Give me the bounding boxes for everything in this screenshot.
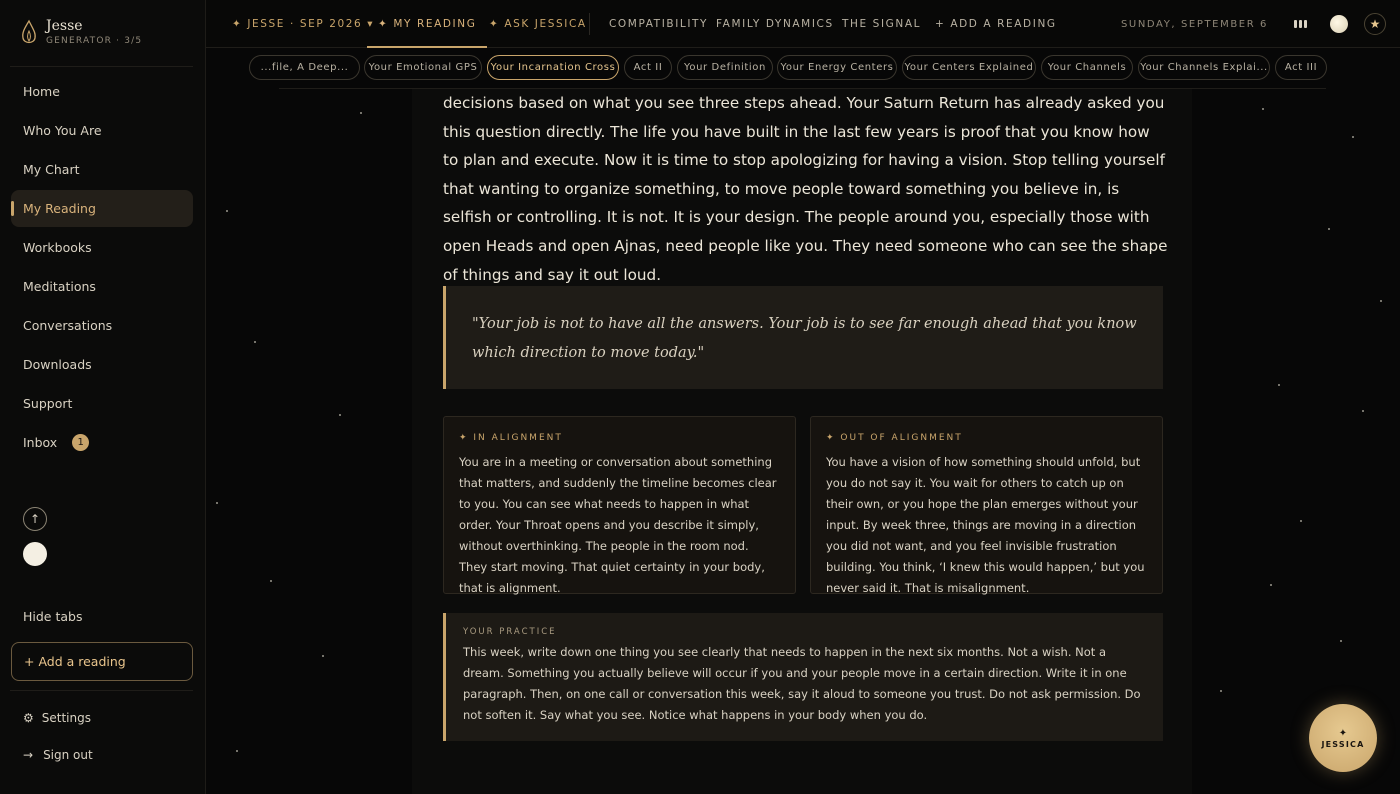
sidebar-item-label: Home (23, 84, 60, 99)
settings-label: Settings (41, 711, 91, 725)
tab-my-reading[interactable]: ✦ MY READING (378, 0, 476, 48)
in-alignment-text: You are in a meeting or conversation about something that matters, and suddenly the timeline becomes clear to you. You can see what needs to happen in what order. Your Throat opens and you describe it simply, without overthinking. The people in the room nod. They start moving. That quiet certainty in your body, that is alignment. (459, 455, 777, 595)
inbox-count-badge: 1 (72, 434, 89, 451)
divider (10, 690, 193, 691)
tab-add-a-reading[interactable]: + ADD A READING (935, 18, 1057, 30)
settings-link[interactable] (23, 711, 91, 725)
your-practice-box (443, 613, 1163, 741)
sidebar-item-label: My Chart (23, 162, 80, 177)
sidebar-item-label: Conversations (23, 318, 113, 333)
sparkle-icon: ✦ (1338, 727, 1348, 739)
sidebar-item-workbooks[interactable] (11, 229, 193, 266)
your-practice-label: YOUR PRACTICE (463, 627, 557, 637)
sign-out-link[interactable] (23, 748, 93, 762)
gear-icon: ⚙ (23, 711, 34, 725)
pull-quote (443, 286, 1163, 389)
arrow-right-icon: → (23, 748, 34, 762)
pill-energy-centers[interactable]: Your Energy Centers (777, 55, 897, 80)
tab-ask-jessica[interactable]: ✦ ASK JESSICA (489, 18, 587, 30)
add-reading-button[interactable]: + Add a reading (11, 642, 193, 681)
tab-family-dynamics[interactable]: FAMILY DYNAMICS (716, 18, 834, 30)
star-icon[interactable]: ★ (1364, 13, 1386, 35)
sidebar-item-label: Downloads (23, 357, 92, 372)
pill-emotional-gps[interactable]: Your Emotional GPS (364, 55, 482, 80)
pill-centers-explained[interactable]: Your Centers Explained (902, 55, 1036, 80)
flame-icon (20, 18, 38, 48)
pill-act-iii[interactable]: Act III (1275, 55, 1327, 80)
sidebar-item-label: My Reading (23, 201, 96, 216)
tab-the-signal[interactable]: THE SIGNAL (842, 18, 922, 30)
hide-tabs-button[interactable]: Hide tabs (23, 609, 83, 624)
current-date: SUNDAY, SEPTEMBER 6 (1120, 18, 1268, 30)
arrow-up-icon[interactable]: ↑ (23, 507, 47, 531)
your-practice-text: This week, write down one thing you see clearly that needs to happen in the next six months. Not a wish. Not a dream. Something you actually believe will occur if you and your people move in a certain direction. Write it in one paragraph. Then, on one call or conversation this week, say it aloud to someone you trust. Do not ask permission. Do not soften it. Say what you see. Notice what happens in your body when you do. (463, 645, 1141, 722)
pill-definition[interactable]: Your Definition (677, 55, 773, 80)
divider (10, 66, 193, 67)
sidebar-item-home[interactable] (11, 73, 193, 110)
section-pills (260, 48, 1326, 89)
pill-act-ii[interactable]: Act II (624, 55, 672, 80)
sign-out-label: Sign out (43, 748, 93, 762)
pill-profile-deep[interactable]: ...file, A Deep... (249, 55, 360, 80)
bars-icon[interactable] (1294, 18, 1308, 30)
sidebar-item-meditations[interactable] (11, 268, 193, 305)
tab-profile-selector[interactable]: ✦ JESSE · SEP 2026 ▾ (232, 18, 375, 30)
sidebar-item-label: Inbox (23, 435, 58, 450)
divider (589, 13, 590, 35)
pull-quote-text: "Your job is not to have all the answers. Your job is to see far enough ahead that you know which direction to move today." (472, 316, 1137, 361)
sidebar-item-label: Workbooks (23, 240, 92, 255)
sidebar-item-inbox[interactable] (11, 424, 193, 461)
sidebar-item-my-reading[interactable] (11, 190, 193, 227)
brand[interactable] (20, 18, 142, 48)
brand-subtitle: GENERATOR · 3/5 (46, 36, 143, 46)
sidebar-item-label: Meditations (23, 279, 96, 294)
sidebar-item-who-you-are[interactable] (11, 112, 193, 149)
out-of-alignment-label: ✦ OUT OF ALIGNMENT (826, 433, 963, 443)
ask-jessica-label: JESSICA (1321, 739, 1365, 749)
moon-icon[interactable] (1330, 15, 1348, 33)
sidebar-item-downloads[interactable] (11, 346, 193, 383)
tab-compatibility[interactable]: COMPATIBILITY (609, 18, 709, 30)
theme-toggle-button[interactable] (23, 542, 47, 566)
out-of-alignment-text: You have a vision of how something should unfold, but you do not say it. You wait for others to catch up on their own, or you hope the plan emerges without your input. By week three, things are moving in a direction you did not want, and you feel invisible frustration building. You think, ‘I knew this would happen,’ but you never said it. That is misalignment. (826, 455, 1145, 595)
out-of-alignment-card (810, 416, 1163, 594)
top-navigation (206, 0, 1400, 48)
sidebar (0, 0, 206, 794)
sidebar-item-label: Who You Are (23, 123, 102, 138)
reading-body-text: decisions based on what you see three steps ahead. Your Saturn Return has already asked you this question directly. The life you have built in the last few years is proof that you know how to plan and execute. Now it is time to stop apologizing for having a vision. Stop telling yourself that wanting to organize something, to move people toward something you believe in, is selfish or controlling. It is not. It is your design. The people around you, especially those with open Heads and open Ajnas, need people like you. They need someone who can see the shape of things and say it out loud. (443, 94, 1168, 284)
ask-jessica-button[interactable] (1309, 704, 1377, 772)
brand-name: Jesse (46, 18, 83, 34)
pill-channels[interactable]: Your Channels (1041, 55, 1133, 80)
sidebar-item-support[interactable] (11, 385, 193, 422)
sidebar-item-conversations[interactable] (11, 307, 193, 344)
sidebar-item-my-chart[interactable] (11, 151, 193, 188)
pill-channels-explained[interactable]: Your Channels Explai... (1138, 55, 1270, 80)
sidebar-nav (11, 73, 193, 463)
in-alignment-label: ✦ IN ALIGNMENT (459, 433, 563, 443)
in-alignment-card (443, 416, 796, 594)
pill-incarnation-cross[interactable]: Your Incarnation Cross (487, 55, 619, 80)
sidebar-item-label: Support (23, 396, 73, 411)
